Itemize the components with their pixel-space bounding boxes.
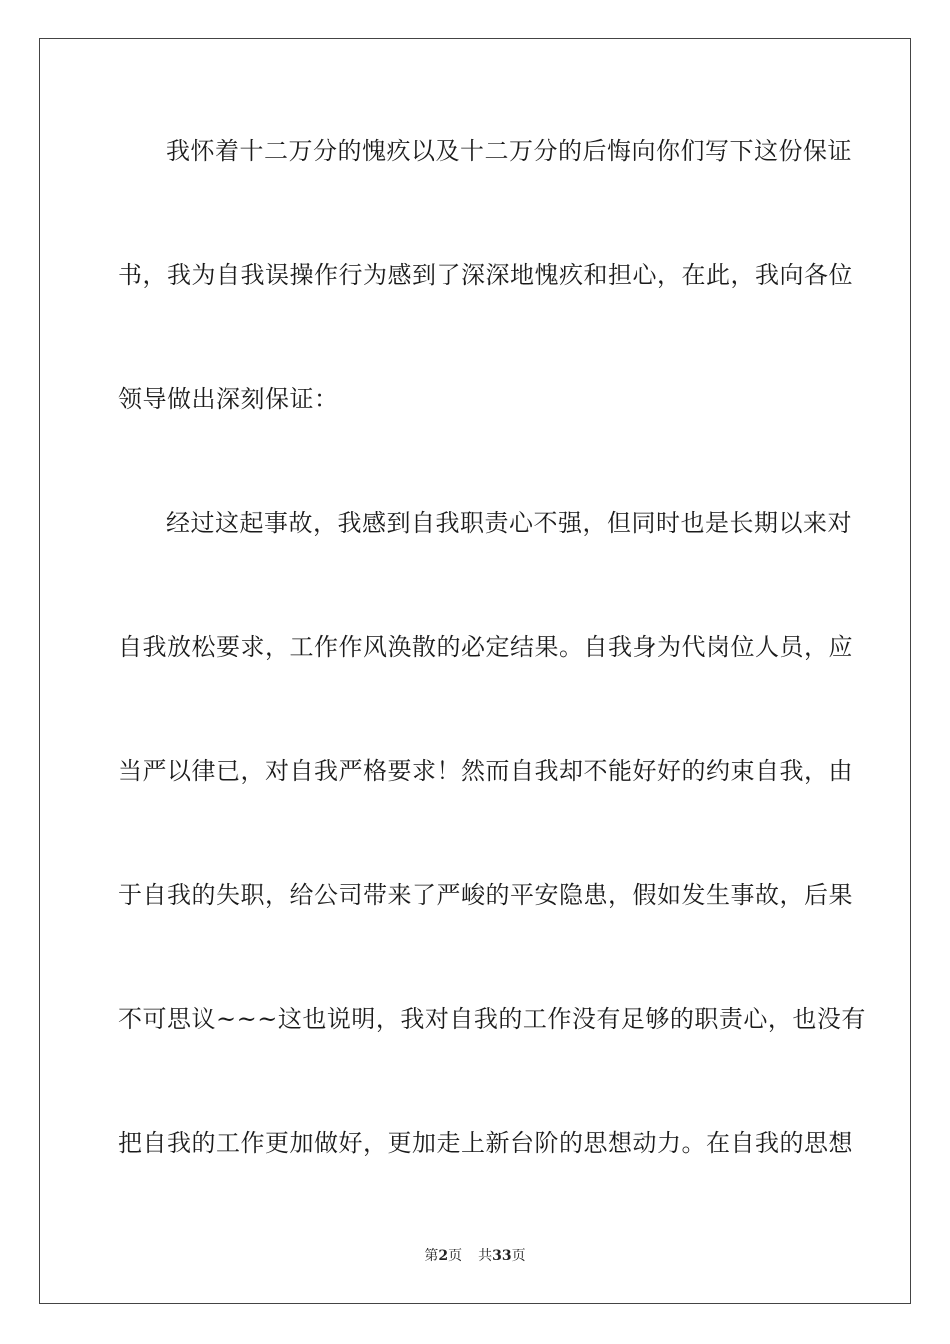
total-pages-number: 33 — [492, 1248, 512, 1264]
page-footer — [0, 1246, 950, 1266]
paragraph-2-line-4: 于自我的失职，给公司带来了严峻的平安隐患，假如发生事故，后果 — [118, 881, 853, 909]
page-number-prefix: 第 — [424, 1248, 439, 1264]
total-pages-suffix: 页 — [511, 1248, 526, 1264]
paragraph-2-line-6: 把自我的工作更加做好，更加走上新台阶的思想动力。在自我的思想 — [118, 1129, 853, 1157]
current-page-number: 2 — [438, 1248, 449, 1264]
page-border — [39, 38, 911, 1304]
total-pages-prefix: 共 — [478, 1248, 493, 1264]
paragraph-1-line-2: 书，我为自我误操作行为感到了深深地愧疚和担心，在此，我向各位 — [118, 261, 853, 289]
paragraph-2-line-2: 自我放松要求，工作作风涣散的必定结果。自我身为代岗位人员，应 — [118, 633, 853, 661]
paragraph-2-line-1: 经过这起事故，我感到自我职责心不强，但同时也是长期以来对 — [166, 509, 852, 537]
paragraph-1-line-3: 领导做出深刻保证： — [118, 385, 339, 413]
paragraph-2-line-5: 不可思议~~~这也说明，我对自我的工作没有足够的职责心，也没有 — [118, 1005, 866, 1033]
paragraph-2-line-3: 当严以律已，对自我严格要求！然而自我却不能好好的约束自我，由 — [118, 757, 853, 785]
paragraph-1-line-1: 我怀着十二万分的愧疚以及十二万分的后悔向你们写下这份保证 — [166, 137, 852, 165]
page-number-suffix: 页 — [448, 1248, 463, 1264]
